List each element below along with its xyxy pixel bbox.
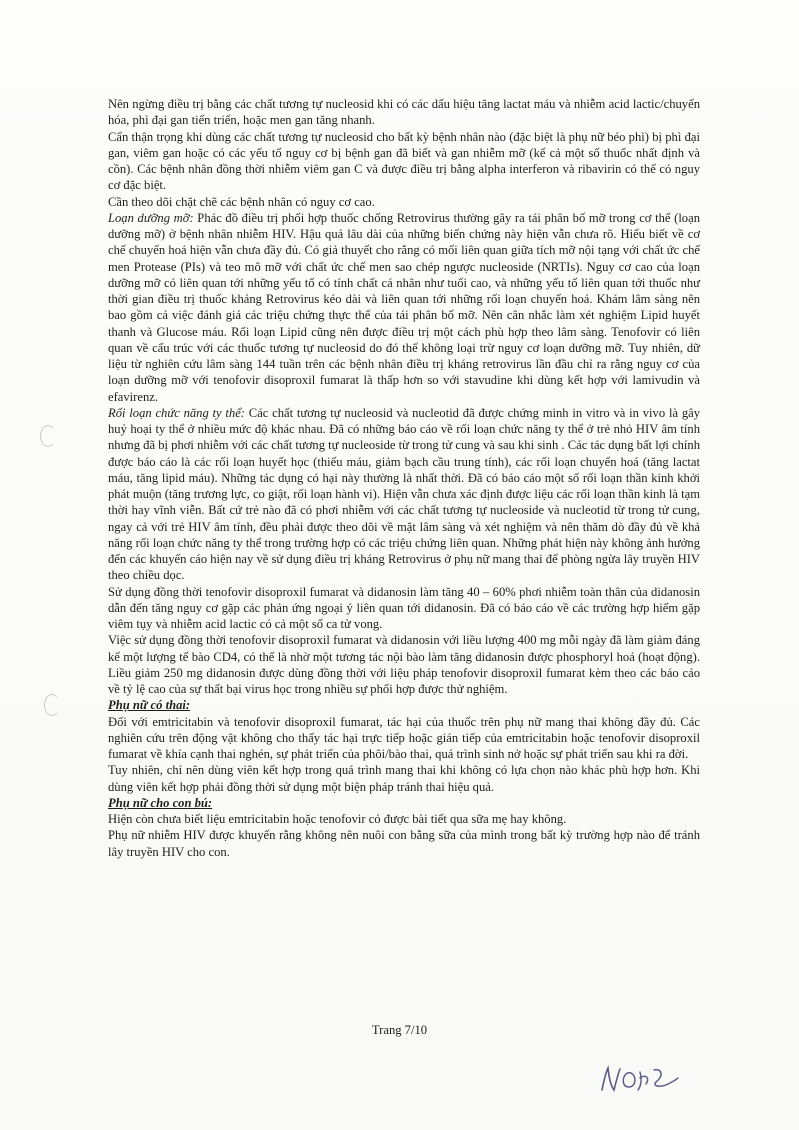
- punch-hole-mark: [44, 694, 60, 716]
- handwritten-signature: [596, 1060, 682, 1100]
- section-heading-breastfeeding: Phụ nữ cho con bú:: [108, 795, 213, 810]
- paragraph: Hiện còn chưa biết liệu emtricitabin hoặc tenofovir có được bài tiết qua sữa mẹ hay không.: [108, 812, 567, 826]
- paragraph: Cần theo dõi chặt chẽ các bệnh nhân có nguy cơ cao.: [108, 194, 375, 209]
- paragraph-lipodystrophy: Loạn dưỡng mỡ: Phác đồ điều trị phối hợp thuốc chống Retrovirus thường gây ra tái phân bố mỡ trong cơ thể (loạn dưỡng mỡ) ở bệnh nhân nhiễm HIV. Hậu quả lâu dài của những biến chứng này hiện vẫn chưa rõ. Hiểu biết về cơ chế chuyển hoá hiện vẫn chưa đầy đủ. Có giả thuyết cho rằng có mối liên quan giữa tích mỡ nội tạng với chất ức chế men Protease (PIs) và teo mô mỡ với chất ức chế men sao chép ngược nucleoside (NRTIs). Nguy cơ cao của loạn dưỡng mỡ có liên quan tới những yếu tố có tính chất cá nhân như tuổi cao, và những yếu tố liên quan tới thuốc như thời gian điều trị thuốc kháng Retrovirus kéo dài và liên quan tới những rối loạn chuyển hoá. Khám lâm sàng nên bao gồm cả việc đánh giá các triệu chứng thực thể của tái phân bố mỡ. Nên cân nhắc làm xét nghiệm Lipid huyết thanh và Glucose máu. Rối loạn Lipid cũng nên được điều trị một cách phù hợp theo lâm sàng. Tenofovir có liên quan về cấu trúc với các thuốc tương tự nucleosid do đó thể không loại trừ nguy cơ loạn dưỡng mỡ. Tuy nhiên, dữ liệu từ nghiên cứu lâm sàng 144 tuần trên các bệnh nhân điều trị kháng retrovirus lần đầu chỉ ra rằng nguy cơ của loạn dưỡng mỡ với tenofovir disoproxil fumarat là thấp hơn so với stavudine khi dùng kết hợp với lamivudin và efavirenz.: [108, 210, 700, 404]
- paragraph: Phụ nữ nhiễm HIV được khuyến rằng không nên nuôi con bằng sữa của mình trong bất kỳ trường hợp nào để tránh lây truyền HIV cho con.: [108, 828, 700, 859]
- paragraph-lead: Loạn dưỡng mỡ:: [108, 210, 194, 225]
- paragraph: Sử dụng đồng thời tenofovir disoproxil fumarat và didanosin làm tăng 40 – 60% phơi nhiễm toàn thân của didanosin dẫn đến tăng nguy cơ gặp các phản ứng ngoại ý liên quan tới didanosin. Đã có báo cáo về các trường hợp hiếm gặp viêm tụy và nhiễm acid lactic có cả một số ca tử vong.: [108, 584, 700, 631]
- paragraph-mitochondrial: Rối loạn chức năng ty thể: Các chất tương tự nucleosid và nucleotid đã được chứng minh in vitro và in vivo là gây huỷ hoại ty thể ở nhiều mức độ khác nhau. Đã có những báo cáo về rối loạn chức năng ty thể ở trẻ nhỏ HIV âm tính nhưng đã bị phơi nhiễm với các chất tương tự nucleoside từ trong tử cung và sau khi sinh . Các tác dụng bất lợi chính được báo cáo là các rối loạn huyết học (thiếu máu, giảm bạch cầu trung tính), các rối loạn chuyển hoá (tăng lactat máu, tăng lipid máu). Những tác dụng có hại này thường là nhất thời. Đã có báo cáo một số rối loạn thần kinh khởi phát muộn (tăng trương lực, co giật, rối loạn hành vi). Hiện vẫn chưa xác định được liệu các rối loạn thần kinh là tạm thời hay vĩnh viễn. Bất cứ trẻ nào đã có phơi nhiễm với các chất tương tự nucleoside và nucleotid từ trong tử cung, ngay cả với trẻ HIV âm tính, đều phải được theo dõi về mặt lâm sàng và xét nghiệm và nên thăm dò đầy đủ về khả năng rối loạn chức năng ty thể trong trường hợp có các triệu chứng liên quan. Những phát hiện này không ảnh hưởng đến các khuyến cáo hiện nay về sử dụng điều trị kháng Retrovirus ở phụ nữ mang thai để phòng ngừa lây truyền HIV theo chiều dọc.: [108, 405, 700, 583]
- paragraph: Đối với emtricitabin và tenofovir disoproxil fumarat, tác hại của thuốc trên phụ nữ mang thai không đầy đủ. Các nghiên cứu trên động vật không cho thấy tác hại trực tiếp hoặc gián tiếp của emtricitabin hoặc tenofovir disoproxil fumarat về khía cạnh thai nghén, sự phát triển của phôi/bào thai, quá trình sinh nở hoặc sự phát triển sau khi ra đời.: [108, 714, 700, 761]
- document-body: [108, 96, 700, 860]
- paragraph: Việc sử dụng đồng thời tenofovir disoproxil fumarat và didanosin với liều lượng 400 mg mỗi ngày đã làm giảm đáng kể một lượng tế bào CD4, có thể là nhờ một tương tác nội bào làm tăng didanosin được phosphoryl hoá (hoạt động). Liều giảm 250 mg didanosin được dùng đồng thời với liệu pháp tenofovir disoproxil fumarat kèm theo các báo cáo về tỷ lệ cao của sự thất bại virus học trong nhiều sự phối hợp được thử nghiệm.: [108, 633, 700, 696]
- paragraph: Nên ngừng điều trị bằng các chất tương tự nucleosid khi có các dấu hiệu tăng lactat máu và nhiễm acid lactic/chuyển hóa, phì đại gan tiến triển, hoặc men gan tăng nhanh.: [108, 97, 700, 128]
- paragraph: Tuy nhiên, chỉ nên dùng viên kết hợp trong quá trình mang thai khi không có lựa chọn nào khác phù hợp hơn. Khi dùng viên kết hợp phải đồng thời sử dụng một biện pháp tránh thai hiệu quả.: [108, 763, 700, 794]
- section-heading-pregnancy: Phụ nữ có thai:: [108, 698, 191, 713]
- page-number: Trang 7/10: [371, 1023, 428, 1037]
- punch-hole-mark: [40, 425, 56, 447]
- paragraph: Cẩn thận trọng khi dùng các chất tương tự nucleosid cho bất kỳ bệnh nhân nào (đặc biệt là phụ nữ béo phì) bị phì đại gan, viêm gan hoặc có các yếu tố nguy cơ bị bệnh gan đã biết và gan nhiễm mỡ (kể cả một số thuốc nhất định và cồn). Các bệnh nhân đồng thời nhiễm viêm gan C và được điều trị bằng alpha interferon và ribavirin có thể có nguy cơ đặc biệt.: [108, 129, 700, 193]
- paragraph-lead: Rối loạn chức năng ty thể:: [108, 405, 246, 420]
